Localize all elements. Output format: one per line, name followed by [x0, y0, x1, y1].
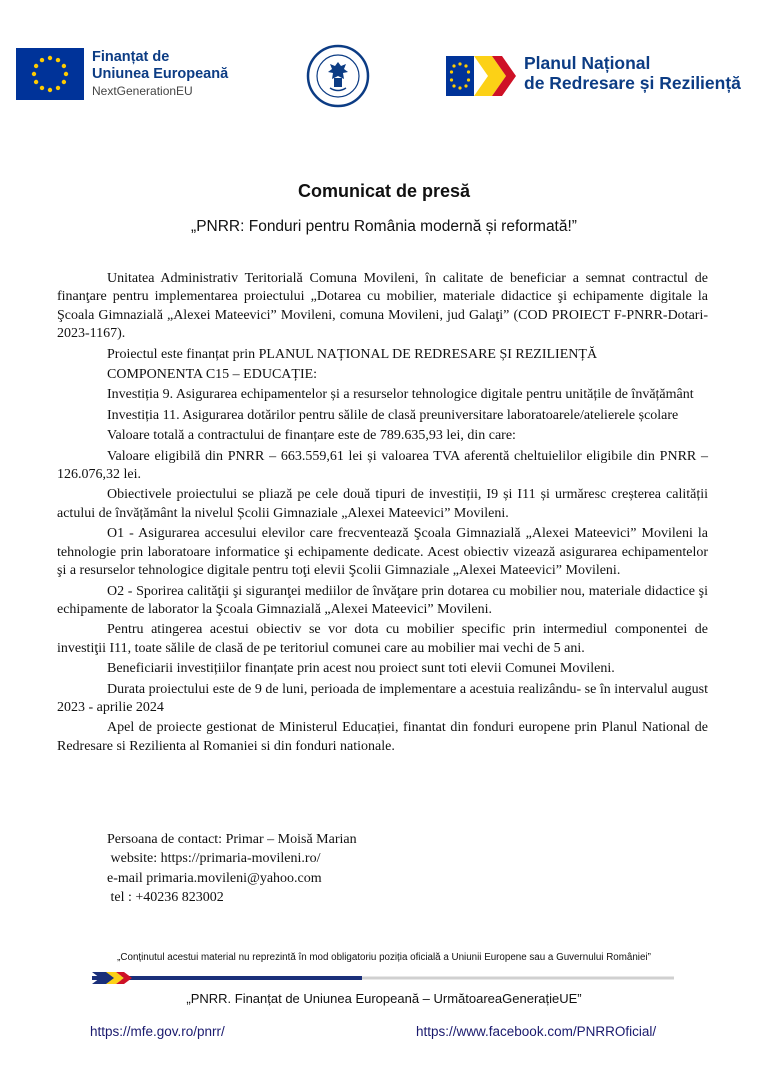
- paragraph-investment-9: Investiția 9. Asigurarea echipamentelor și a resurselor tehnologice digitale pentru unitățile de învățământ: [107, 387, 694, 403]
- eu-flag-icon: [16, 48, 84, 100]
- pnrr-line-1: Planul Național: [524, 53, 651, 73]
- pnrr-logo-icon: [446, 56, 516, 96]
- link-facebook[interactable]: https://www.facebook.com/PNRROficial/: [416, 1024, 657, 1039]
- footer-tagline: „PNRR. Finanțat de Uniunea Europeană – UrmătoareaGenerațieUE”: [186, 991, 582, 1006]
- paragraph-duration: Durata proiectului este de 9 de luni, perioada de implementare a acestuia realizându- se în intervalul august 2023 - aprilie 2024: [57, 681, 708, 715]
- paragraph-furniture: Pentru atingerea acestui obiectiv se vor dota cu mobilier specific prin intermediul componentei de investiţii I11, toate sălile de clasă de pe teritoriul comunei care au mobilier mai vechi de 5 ani.: [57, 622, 708, 656]
- contact-person: Persoana de contact: Primar – Moisă Marian: [107, 832, 357, 847]
- paragraph-intro: Unitatea Administrativ Teritorială Comuna Movileni, în calitate de beneficiar a semnat contractul de finanţare pentru implementarea proiectului „Dotarea cu mobilier, materiale didactice şi echipamente digitale la Şcoala Gimnazială „Alexei Mateevici” Movileni, comuna Movileni, jud Galaţi” (COD PROIECT F-PNRR-Dotari-2023-1167).: [57, 271, 708, 342]
- page-title: Comunicat de presă: [297, 181, 471, 201]
- paragraph-total-value: Valoare totală a contractului de finanțare este de 789.635,93 lei, din care:: [107, 428, 516, 444]
- link-mfe[interactable]: https://mfe.gov.ro/pnrr/: [90, 1024, 225, 1039]
- eu-line-2: Uniunea Europeană: [92, 66, 229, 82]
- eu-line-3: NextGenerationEU: [92, 84, 193, 98]
- pnrr-label: [524, 53, 741, 93]
- paragraph-o1: O1 - Asigurarea accesului elevilor care frecventează Şcoala Gimnazială „Alexei Mateevici” Movileni la tehnologie prin laboratoare informatice şi echipamente dedicate. Acest obiectiv vizează asigurarea echipamentelor şi a resurselor tehnologice digitale pentru toţi elevii Şcolii Gimnaziale „Alexei Mateevici” Movileni.: [57, 526, 708, 579]
- paragraph-component: COMPONENTA C15 – EDUCAȚIE:: [107, 367, 318, 383]
- paragraph-objectives: Obiectivele proiectului se pliază pe cele două tipuri de investiții, I9 și I11 și urmăresc creșterea calității actului de învățământ la nivelul Școlii Gimnaziale „Alexei Mateevici” Movileni.: [57, 487, 708, 521]
- pnrr-line-2: de Redresare și Reziliență: [524, 73, 741, 93]
- contact-phone: tel : +40236 823002: [107, 890, 224, 906]
- government-seal-icon: [306, 44, 370, 108]
- press-release-body: [57, 270, 708, 758]
- paragraph-beneficiaries: Beneficiarii investițiilor finanțate prin acest nou proiect sunt toti elevii Comunei Movileni.: [107, 661, 615, 677]
- disclaimer: „Conținutul acestui material nu reprezintă în mod obligatoriu poziția oficială a Uniunii Europene sau a Guvernului României”: [117, 952, 651, 963]
- page-subtitle: „PNRR: Fonduri pentru România modernă și reformată!”: [191, 218, 577, 235]
- contact-block: [107, 830, 357, 908]
- footer-divider: [92, 971, 674, 985]
- contact-website[interactable]: website: https://primaria-movileni.ro/: [107, 851, 321, 867]
- contact-email[interactable]: e-mail primaria.movileni@yahoo.com: [107, 870, 322, 886]
- eu-line-1: Finanțat de: [92, 49, 170, 65]
- paragraph-o2: O2 - Sporirea calităţii şi siguranţei mediilor de învăţare prin dotarea cu mobilier nou, materiale didactice şi echipamente de laborator la Şcoala Gimnazială „Alexei Mateevici” Movileni.: [57, 583, 708, 617]
- paragraph-call: Apel de proiecte gestionat de Ministerul Educației, finantat din fonduri europene prin Planul National de Redresare si Rezilienta al Romaniei si din fonduri nationale.: [57, 720, 708, 754]
- paragraph-eligible-value: Valoare eligibilă din PNRR – 663.559,61 lei și valoarea TVA aferentă cheltuielilor eligibile din PNRR – 126.076,32 lei.: [57, 448, 708, 483]
- eu-funding-label: [92, 49, 228, 100]
- paragraph-funding: Proiectul este finanțat prin PLANUL NAȚIONAL DE REDRESARE ȘI REZILIENȚĂ: [107, 346, 598, 362]
- paragraph-investment-11: Investiția 11. Asigurarea dotărilor pentru sălile de clasă preuniversitare laboratoarele/atelierele școlare: [107, 407, 679, 423]
